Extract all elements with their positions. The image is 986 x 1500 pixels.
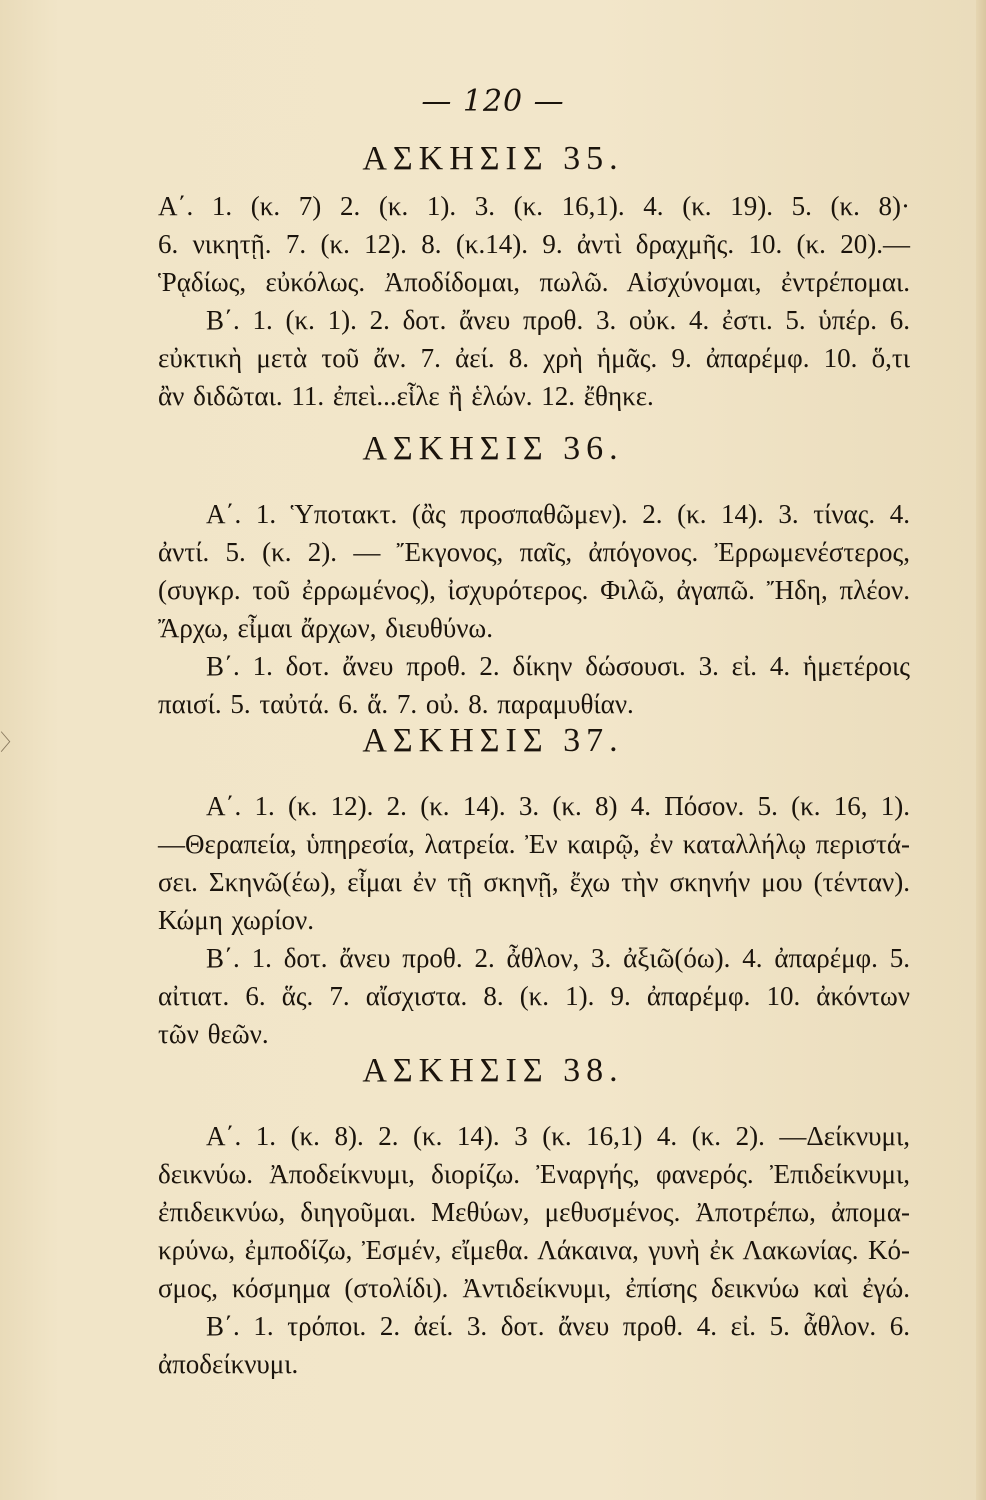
exercise-37-line-5: Β΄. 1. δοτ. ἄνευ προθ. 2. ἆθλον, 3. ἀξιῶ(όω). 4. ἀπαρέμφ. 5.: [206, 943, 910, 973]
exercise-heading-35: ΑΣΚΗΣΙΣ 35.: [362, 140, 624, 177]
exercise-36-line-4: Ἄρχω, εἶμαι ἄρχων, διευθύνω.: [158, 613, 493, 643]
exercise-37-line-2: —Θεραπεία, ὑπηρεσία, λατρεία. Ἐν καιρῷ, ἐν καταλλήλῳ περιστά-: [158, 829, 910, 859]
exercise-38-line-4: κρύνω, ἐμποδίζω, Ἐσμέν, εἴμεθα. Λάκαινα, γυνὴ ἐκ Λακωνίας. Κό-: [158, 1235, 910, 1265]
exercise-35-line-3: Ῥᾳδίως, εὐκόλως. Ἀποδίδομαι, πωλῶ. Αἰσχύνομαι, ἐντρέπομαι.: [158, 267, 910, 297]
exercise-heading-38: ΑΣΚΗΣΙΣ 38.: [362, 1052, 624, 1089]
page-number: — 120 —: [421, 84, 565, 119]
exercise-35-line-5: εὐκτικὴ μετὰ τοῦ ἄν. 7. ἀεί. 8. χρὴ ἡμᾶς. 9. ἀπαρέμφ. 10. ὅ,τι: [158, 343, 910, 373]
exercise-37-line-6: αἰτιατ. 6. ἅς. 7. αἴσχιστα. 8. (κ. 1). 9. ἀπαρέμφ. 10. ἀκόντων: [158, 981, 910, 1011]
exercise-36-line-1: Α΄. 1. Ὑποτακτ. (ἂς προσπαθῶμεν). 2. (κ. 14). 3. τίνας. 4.: [206, 499, 910, 529]
exercise-heading-37: ΑΣΚΗΣΙΣ 37.: [362, 722, 624, 759]
exercise-37-line-7: τῶν θεῶν.: [158, 1019, 269, 1049]
exercise-38-line-6: Β΄. 1. τρόποι. 2. ἀεί. 3. δοτ. ἄνευ προθ. 4. εἰ. 5. ἆθλον. 6.: [206, 1311, 910, 1341]
exercise-heading-36: ΑΣΚΗΣΙΣ 36.: [362, 430, 624, 467]
exercise-38-line-2: δεικνύω. Ἀποδείκνυμι, διορίζω. Ἐναργής, φανερός. Ἐπιδείκνυμι,: [158, 1159, 910, 1189]
exercise-37-line-3: σει. Σκηνῶ(έω), εἶμαι ἐν τῇ σκηνῇ, ἔχω τὴν σκηνήν μου (τένταν).: [158, 867, 910, 897]
exercise-36-line-2: ἀντί. 5. (κ. 2). — Ἔκγονος, παῖς, ἀπόγονος. Ἐρρωμενέστερος,: [158, 537, 910, 567]
exercise-35-line-2: 6. νικητῇ. 7. (κ. 12). 8. (κ.14). 9. ἀντὶ δραχμῆς. 10. (κ. 20).—: [158, 229, 910, 259]
exercise-35-line-6: ἂν διδῶται. 11. ἐπεὶ...εἷλε ἢ ἑλών. 12. ἔθηκε.: [158, 381, 654, 411]
exercise-37-line-4: Κώμη χωρίον.: [158, 905, 314, 935]
margin-bracket-mark: 〉: [0, 731, 23, 756]
exercise-36-line-6: παισί. 5. ταὐτά. 6. ἅ. 7. οὐ. 8. παραμυθίαν.: [158, 689, 634, 719]
exercise-35-line-1: Α΄. 1. (κ. 7) 2. (κ. 1). 3. (κ. 16,1). 4. (κ. 19). 5. (κ. 8)·: [158, 191, 910, 221]
exercise-38-line-7: ἀποδείκνυμι.: [158, 1349, 299, 1379]
exercise-38-line-3: ἐπιδεικνύω, διηγοῦμαι. Μεθύων, μεθυσμένος. Ἀποτρέπω, ἀπομα-: [158, 1197, 910, 1227]
exercise-36-line-5: Β΄. 1. δοτ. ἄνευ προθ. 2. δίκην δώσουσι. 3. εἰ. 4. ἡμετέροις: [206, 651, 910, 681]
exercise-38-line-1: Α΄. 1. (κ. 8). 2. (κ. 14). 3 (κ. 16,1) 4. (κ. 2). —Δείκνυμι,: [206, 1121, 910, 1151]
exercise-38-line-5: σμος, κόσμημα (στολίδι). Ἀντιδείκνυμι, ἐπίσης δεικνύω καὶ ἐγώ.: [158, 1273, 910, 1303]
exercise-35-line-4: Β΄. 1. (κ. 1). 2. δοτ. ἄνευ προθ. 3. οὐκ. 4. ἐστι. 5. ὑπέρ. 6.: [206, 305, 910, 335]
exercise-36-line-3: (συγκρ. τοῦ ἐρρωμένος), ἰσχυρότερος. Φιλῶ, ἀγαπῶ. Ἤδη, πλέον.: [158, 575, 910, 605]
exercise-37-line-1: Α΄. 1. (κ. 12). 2. (κ. 14). 3. (κ. 8) 4. Πόσον. 5. (κ. 16, 1).: [206, 791, 910, 821]
